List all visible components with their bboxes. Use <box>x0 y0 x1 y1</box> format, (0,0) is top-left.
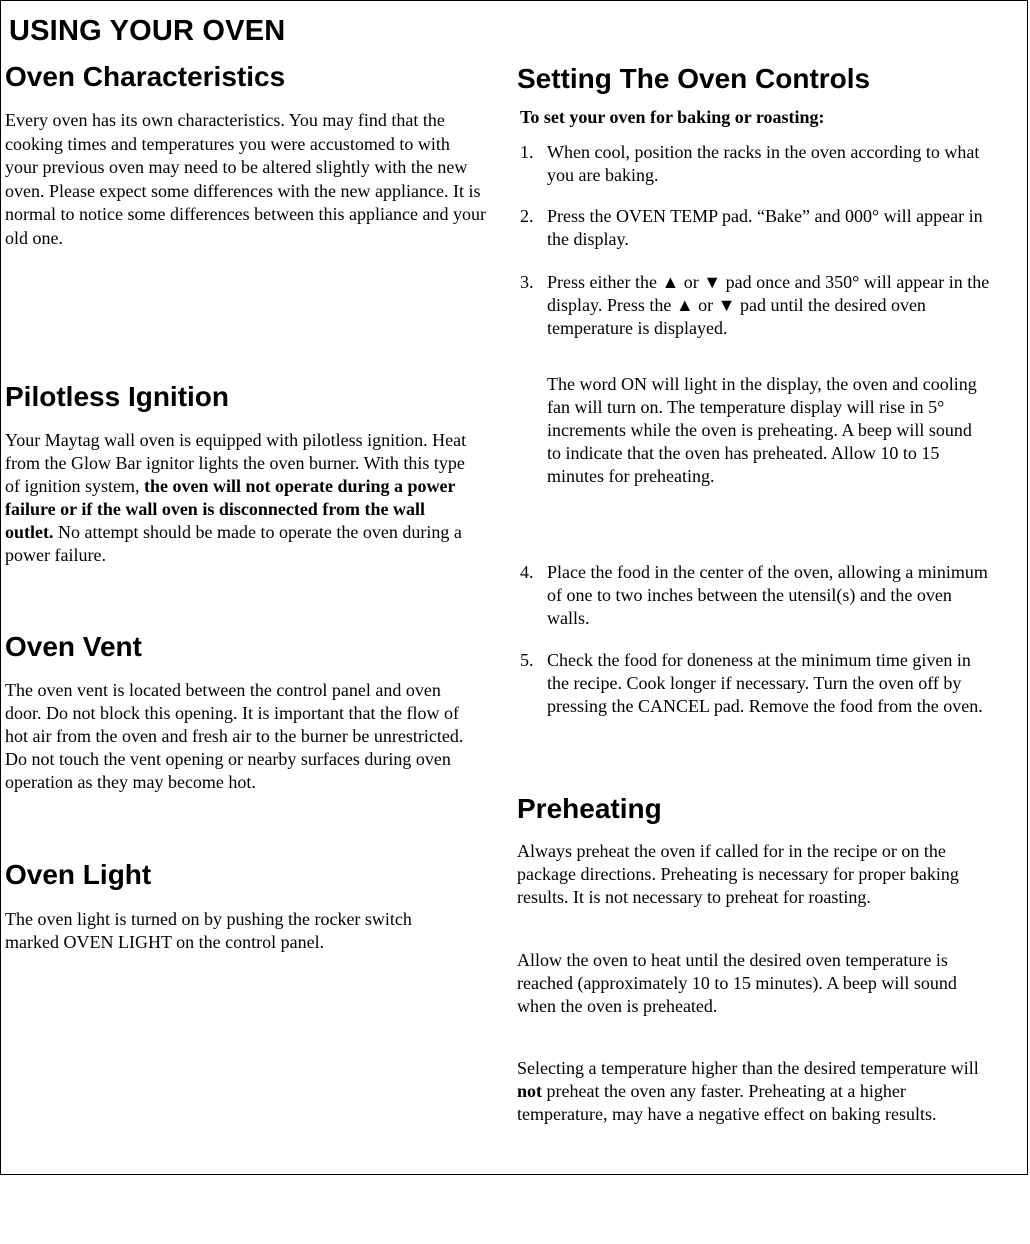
step-3-text-c: pad once and 350° will appear in the display. Press the <box>547 272 990 315</box>
step-number: 4. <box>520 562 534 582</box>
ignition-text-start: Your Maytag wall oven is equipped with pilotless ignition. Heat from the Glow Bar ignitor lights the oven burner. With this type of ignition system, <box>5 430 467 496</box>
step-5 <box>520 649 990 718</box>
step-number: 2. <box>520 206 534 226</box>
down-arrow-icon: ▼ <box>717 295 736 315</box>
oven-vent-heading: Oven Vent <box>5 631 142 662</box>
step-2 <box>520 205 990 251</box>
ignition-text-end: No attempt should be made to operate the oven during a power failure. <box>5 522 462 565</box>
step-4 <box>520 561 990 630</box>
step-3-note: The word ON will light in the display, the oven and cooling fan will turn on. The temperature display will rise in 5° increments while the oven is preheating. A beep will sound to indicate that the oven has preheated. Allow 10 to 15 minutes for preheating. <box>547 374 977 486</box>
step-3-text-b: or <box>693 295 718 315</box>
oven-characteristics-text: Every oven has its own characteristics. You may find that the cooking times and temperatures you were accustomed to with your previous oven may need to be altered slightly with the new oven. Please expect some differences with the new appliance. It is normal to notice some differences between this appliance and your old one. <box>5 110 486 248</box>
page-title: USING YOUR OVEN <box>9 15 286 47</box>
step-number: 5. <box>520 650 534 670</box>
preheating-heading: Preheating <box>517 793 662 824</box>
step-text: Check the food for doneness at the minimum time given in the recipe. Cook longer if necessary. Turn the oven off by pressing the CANCEL pad. Remove the food from the oven. <box>547 650 983 716</box>
oven-light-heading: Oven Light <box>5 859 152 890</box>
step-3-text-a: Press either the <box>547 272 662 292</box>
step-text: Press the OVEN TEMP pad. “Bake” and 000° will appear in the display. <box>547 206 983 249</box>
step-number: 1. <box>520 142 534 162</box>
setting-oven-controls-heading: Setting The Oven Controls <box>517 63 871 94</box>
step-text: When cool, position the racks in the oven according to what you are baking. <box>547 142 980 185</box>
p3-text-start: Selecting a temperature higher than the desired temperature will <box>517 1058 979 1078</box>
step-number: 3. <box>520 272 534 292</box>
step-3-text-b: or <box>679 272 704 292</box>
preheating-paragraph-3 <box>517 1057 982 1126</box>
step-1 <box>520 141 990 187</box>
step-text: Place the food in the center of the oven, allowing a minimum of one to two inches between the utensil(s) and the oven walls. <box>547 562 988 628</box>
pilotless-ignition-heading: Pilotless Ignition <box>5 381 230 412</box>
baking-roasting-subheading: To set your oven for baking or roasting: <box>520 107 825 127</box>
down-arrow-icon: ▼ <box>703 272 722 292</box>
oven-light-text: The oven light is turned on by pushing the rocker switch marked OVEN LIGHT on the control panel. <box>5 909 412 952</box>
p3-text-end: preheat the oven any faster. Preheating at a higher temperature, may have a negative effect on baking results. <box>517 1081 937 1124</box>
step-3 <box>520 271 990 340</box>
step-text <box>547 271 990 340</box>
up-arrow-icon: ▲ <box>661 272 680 292</box>
pilotless-ignition-text <box>5 429 477 567</box>
preheating-paragraph-1: Always preheat the oven if called for in the recipe or on the package directions. Preheating is necessary for proper baking results. It is not necessary to preheat for roasting. <box>517 841 959 907</box>
ignition-warning: the oven will not operate during a power failure or if the wall oven is disconnected from the wall outlet. <box>5 476 456 542</box>
preheating-paragraph-2: Allow the oven to heat until the desired oven temperature is reached (approximately 10 to 15 minutes). A beep will sound when the oven is preheated. <box>517 950 957 1016</box>
oven-vent-text: The oven vent is located between the control panel and oven door. Do not block this opening. It is important that the flow of hot air from the oven and fresh air to the burner be unrestricted. Do not touch the vent opening or nearby surfaces during oven operation as they may become hot. <box>5 680 464 792</box>
p3-emphasis: not <box>517 1081 543 1101</box>
step-3-text-d: pad until the desired oven temperature is displayed. <box>547 295 926 338</box>
oven-characteristics-heading: Oven Characteristics <box>5 61 286 92</box>
up-arrow-icon: ▲ <box>675 295 694 315</box>
